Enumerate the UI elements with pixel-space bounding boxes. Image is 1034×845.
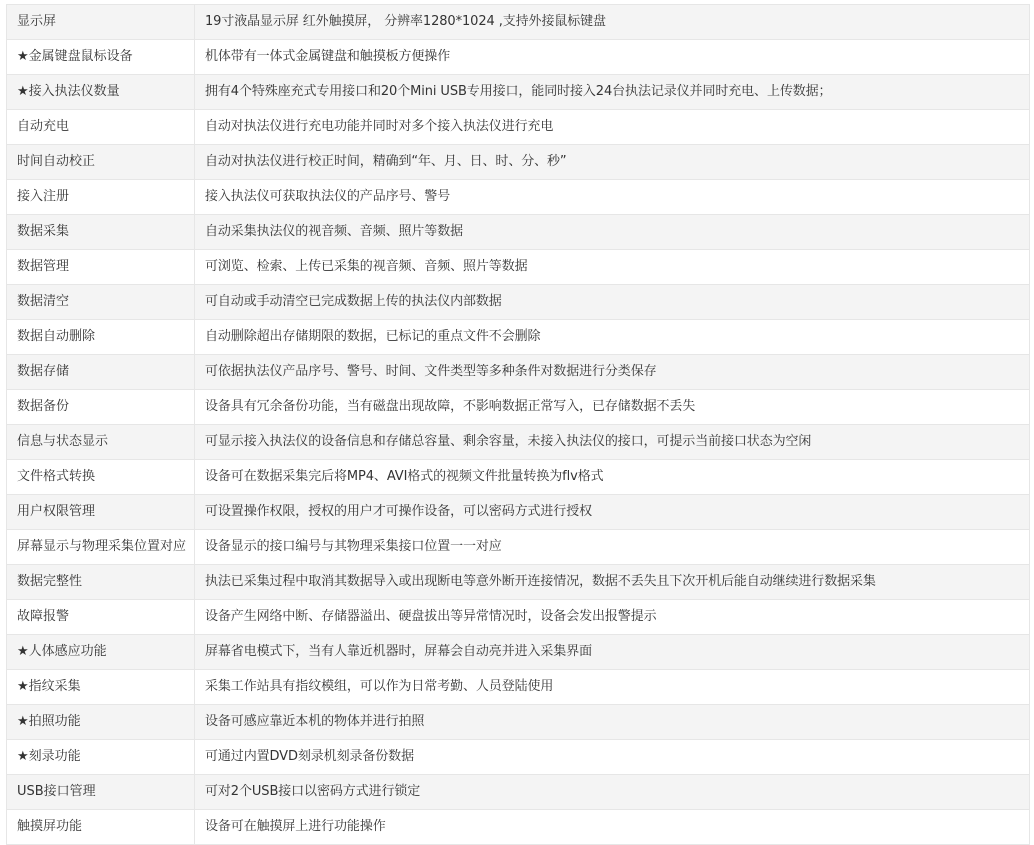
table-row xyxy=(7,460,1030,495)
spec-value-cell: 设备产生网络中断、存储器溢出、硬盘拔出等异常情况时，设备会发出报警提示 xyxy=(195,600,1030,635)
spec-name-cell: ★接入执法仪数量 xyxy=(7,75,195,110)
spec-name-cell: 数据自动删除 xyxy=(7,320,195,355)
spec-value-cell: 采集工作站具有指纹模组，可以作为日常考勤、人员登陆使用 xyxy=(195,670,1030,705)
spec-value-cell: 自动采集执法仪的视音频、音频、照片等数据 xyxy=(195,215,1030,250)
spec-value-cell: 可对2个USB接口以密码方式进行锁定 xyxy=(195,775,1030,810)
spec-name-cell: ★指纹采集 xyxy=(7,670,195,705)
table-row xyxy=(7,390,1030,425)
spec-value-cell: 可依据执法仪产品序号、警号、时间、文件类型等多种条件对数据进行分类保存 xyxy=(195,355,1030,390)
spec-value-cell: 自动对执法仪进行充电功能并同时对多个接入执法仪进行充电 xyxy=(195,110,1030,145)
spec-value-cell: 执法已采集过程中取消其数据导入或出现断电等意外断开连接情况，数据不丢失且下次开机后能自动继续进行数据采集 xyxy=(195,565,1030,600)
spec-name-cell: 自动充电 xyxy=(7,110,195,145)
spec-name-cell: 数据管理 xyxy=(7,250,195,285)
spec-name-cell: USB接口管理 xyxy=(7,775,195,810)
spec-value-cell: 自动删除超出存储期限的数据，已标记的重点文件不会删除 xyxy=(195,320,1030,355)
spec-value-cell: 设备具有冗余备份功能，当有磁盘出现故障，不影响数据正常写入，已存储数据不丢失 xyxy=(195,390,1030,425)
table-row xyxy=(7,530,1030,565)
spec-value-cell: 设备可在触摸屏上进行功能操作 xyxy=(195,810,1030,845)
table-row xyxy=(7,110,1030,145)
table-row xyxy=(7,285,1030,320)
spec-value-cell: 19寸液晶显示屏 红外触摸屏， 分辨率1280*1024 ,支持外接鼠标键盘 xyxy=(195,5,1030,40)
spec-name-cell: ★刻录功能 xyxy=(7,740,195,775)
table-row xyxy=(7,670,1030,705)
spec-value-cell: 接入执法仪可获取执法仪的产品序号、警号 xyxy=(195,180,1030,215)
spec-value-cell: 拥有4个特殊座充式专用接口和20个Mini USB专用接口，能同时接入24台执法记录仪并同时充电、上传数据； xyxy=(195,75,1030,110)
spec-name-cell: 数据采集 xyxy=(7,215,195,250)
table-row xyxy=(7,215,1030,250)
spec-name-cell: 显示屏 xyxy=(7,5,195,40)
table-row xyxy=(7,635,1030,670)
spec-name-cell: 接入注册 xyxy=(7,180,195,215)
spec-value-cell: 可自动或手动清空已完成数据上传的执法仪内部数据 xyxy=(195,285,1030,320)
table-row xyxy=(7,5,1030,40)
spec-value-cell: 设备可在数据采集完后将MP4、AVI格式的视频文件批量转换为flv格式 xyxy=(195,460,1030,495)
spec-name-cell: 用户权限管理 xyxy=(7,495,195,530)
spec-name-cell: 触摸屏功能 xyxy=(7,810,195,845)
spec-name-cell: 数据清空 xyxy=(7,285,195,320)
table-row xyxy=(7,740,1030,775)
spec-name-cell: ★拍照功能 xyxy=(7,705,195,740)
table-row xyxy=(7,810,1030,845)
spec-value-cell: 可设置操作权限，授权的用户才可操作设备，可以密码方式进行授权 xyxy=(195,495,1030,530)
spec-name-cell: 时间自动校正 xyxy=(7,145,195,180)
spec-name-cell: ★人体感应功能 xyxy=(7,635,195,670)
table-row xyxy=(7,75,1030,110)
spec-value-cell: 可显示接入执法仪的设备信息和存储总容量、剩余容量，未接入执法仪的接口，可提示当前接口状态为空闲 xyxy=(195,425,1030,460)
spec-name-cell: 故障报警 xyxy=(7,600,195,635)
spec-table-body xyxy=(7,5,1030,845)
spec-name-cell: 数据备份 xyxy=(7,390,195,425)
spec-name-cell: 信息与状态显示 xyxy=(7,425,195,460)
spec-name-cell: ★金属键盘鼠标设备 xyxy=(7,40,195,75)
table-row xyxy=(7,320,1030,355)
spec-table xyxy=(6,4,1030,845)
table-row xyxy=(7,565,1030,600)
spec-value-cell: 可通过内置DVD刻录机刻录备份数据 xyxy=(195,740,1030,775)
table-row xyxy=(7,425,1030,460)
table-row xyxy=(7,495,1030,530)
table-row xyxy=(7,775,1030,810)
table-row xyxy=(7,355,1030,390)
spec-value-cell: 设备显示的接口编号与其物理采集接口位置一一对应 xyxy=(195,530,1030,565)
spec-name-cell: 屏幕显示与物理采集位置对应 xyxy=(7,530,195,565)
table-row xyxy=(7,40,1030,75)
table-row xyxy=(7,145,1030,180)
spec-name-cell: 文件格式转换 xyxy=(7,460,195,495)
spec-value-cell: 设备可感应靠近本机的物体并进行拍照 xyxy=(195,705,1030,740)
spec-value-cell: 机体带有一体式金属键盘和触摸板方便操作 xyxy=(195,40,1030,75)
table-row xyxy=(7,180,1030,215)
spec-value-cell: 可浏览、检索、上传已采集的视音频、音频、照片等数据 xyxy=(195,250,1030,285)
spec-name-cell: 数据完整性 xyxy=(7,565,195,600)
spec-name-cell: 数据存储 xyxy=(7,355,195,390)
spec-value-cell: 自动对执法仪进行校正时间，精确到“年、月、日、时、分、秒” xyxy=(195,145,1030,180)
table-row xyxy=(7,250,1030,285)
table-row xyxy=(7,705,1030,740)
spec-value-cell: 屏幕省电模式下，当有人靠近机器时，屏幕会自动亮并进入采集界面 xyxy=(195,635,1030,670)
table-row xyxy=(7,600,1030,635)
